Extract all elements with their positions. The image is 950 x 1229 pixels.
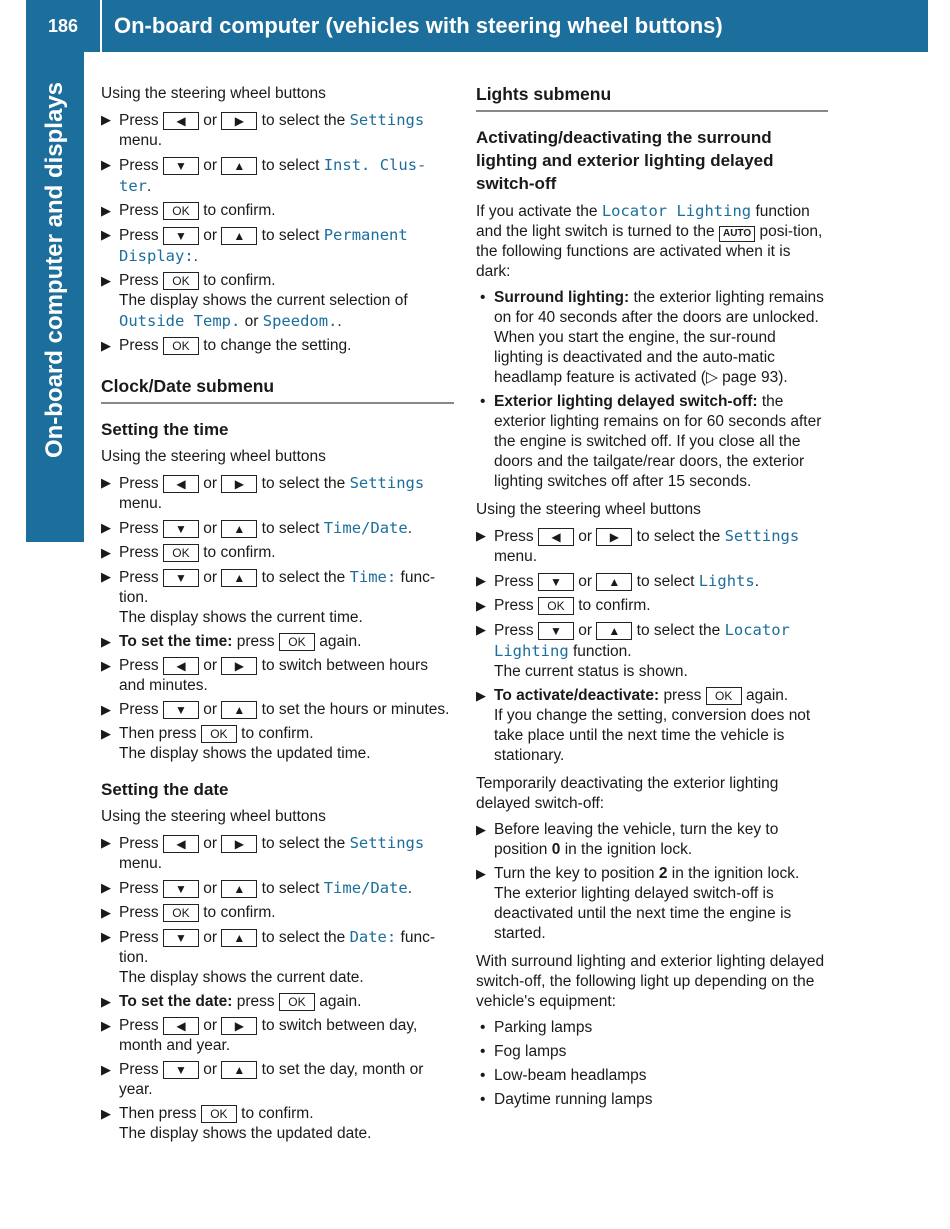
subsection-heading: Activating/deactivating the surround lighting and exterior lighting delayed switch-off [476, 128, 774, 193]
left-key: ◀ [163, 657, 199, 675]
list-item: • Exterior lighting delayed switch-off: the exterior lighting remains on for 60 seconds after the engine is switched off. If you close all the doors and the tailgate/rear doors, the exterior lighting switches off after 15 seconds. [480, 393, 822, 490]
step-arrow-icon: ▶ [101, 338, 111, 353]
menu-code: Permanent Display: [119, 226, 408, 265]
step: ▶ Press ◀ or ▶ to switch between day, month and year. [101, 1017, 418, 1054]
menu-code: Outside Temp. [119, 312, 241, 330]
step-arrow-icon: ▶ [476, 622, 486, 637]
step-arrow-icon: ▶ [101, 658, 111, 673]
lights-steps [476, 526, 828, 766]
step-arrow-icon: ▶ [101, 203, 111, 218]
menu-code: Settings [349, 834, 425, 852]
step-arrow-icon: ▶ [101, 1018, 111, 1033]
step-arrow-icon: ▶ [476, 688, 486, 703]
step: ▶ Press OK to change the setting. [101, 337, 352, 354]
step-arrow-icon: ▶ [101, 273, 111, 288]
right-key: ▶ [596, 528, 632, 546]
menu-code: Time/Date [323, 879, 408, 897]
step: ▶ Press ▼ or ▲ to set the hours or minutes. [101, 701, 450, 718]
down-key: ▼ [163, 227, 199, 245]
step-arrow-icon: ▶ [101, 1106, 111, 1121]
menu-code: Settings [349, 111, 425, 129]
step: ▶ Press OK to confirm. [101, 544, 276, 561]
step: ▶ Press ▼ or ▲ to select Time/Date. [101, 519, 413, 537]
list-item: • Fog lamps [480, 1043, 567, 1060]
menu-code: Settings [349, 474, 425, 492]
ok-key: OK [163, 904, 199, 922]
step-arrow-icon: ▶ [476, 528, 486, 543]
down-key: ▼ [163, 1061, 199, 1079]
up-key: ▲ [221, 157, 257, 175]
chapter-tab-label-wrap [26, 52, 84, 488]
step: ▶ Then press OK to confirm. The display shows the updated date. [101, 1105, 372, 1142]
step-arrow-icon: ▶ [101, 157, 111, 172]
step: ▶ To activate/deactivate: press OK again. If you change the setting, conversion does not take place until the next time the vehicle is stationary. [476, 687, 811, 764]
subsection-heading: Setting the time [101, 420, 229, 439]
step: ▶ Press OK to confirm. [101, 904, 276, 921]
step: ▶ Press ▼ or ▲ to set the day, month or year. [101, 1061, 424, 1098]
step-arrow-icon: ▶ [101, 475, 111, 490]
up-key: ▲ [221, 569, 257, 587]
step: ▶ Turn the key to position 2 in the ignition lock. The exterior lighting delayed switch-off is deactivated until the next time the engine is started. [476, 865, 800, 942]
step: ▶ Press OK to confirm. The display shows the current selection of Outside Temp. or Speedom.. [101, 272, 408, 330]
left-key: ◀ [163, 475, 199, 493]
menu-code: Locator Lighting [601, 202, 752, 220]
down-key: ▼ [163, 701, 199, 719]
step: ▶ Press OK to confirm. [476, 597, 651, 614]
page-title: On-board computer (vehicles with steering wheel buttons) [114, 13, 723, 38]
down-key: ▼ [538, 622, 574, 640]
step-arrow-icon: ▶ [101, 545, 111, 560]
step: ▶ Press ▼ or ▲ to select Permanent Display:. [101, 226, 408, 265]
up-key: ▲ [221, 227, 257, 245]
menu-code: Date: [349, 928, 397, 946]
settings-steps [101, 110, 454, 356]
list-item: • Surround lighting: the exterior lighting remains on for 40 seconds after the doors are unlocked. When you start the engine, the sur-round lighting is deactivated and the auto-matic headlamp feature is activated (▷ page 93). [480, 289, 824, 386]
step: ▶ Press ◀ or ▶ to select the Settings menu. [101, 111, 425, 149]
right-key: ▶ [221, 1017, 257, 1035]
menu-code: Locator Lighting [494, 621, 790, 660]
step-arrow-icon: ▶ [101, 835, 111, 850]
step-arrow-icon: ▶ [476, 822, 486, 837]
function-list [476, 288, 828, 492]
step-arrow-icon: ▶ [101, 112, 111, 127]
step: ▶ Press ◀ or ▶ to switch between hours and minutes. [101, 657, 428, 694]
list-item: • Daytime running lamps [480, 1091, 653, 1108]
step: ▶ Press ◀ or ▶ to select the Settings menu. [101, 834, 425, 872]
up-key: ▲ [221, 880, 257, 898]
intro-text: Using the steering wheel buttons [476, 501, 701, 518]
step-arrow-icon: ▶ [101, 569, 111, 584]
step-arrow-icon: ▶ [476, 866, 486, 881]
down-key: ▼ [538, 573, 574, 591]
page-number: 186 [47, 15, 79, 36]
subsection-heading: Setting the date [101, 780, 229, 799]
ok-key: OK [201, 725, 237, 743]
ok-key: OK [163, 272, 199, 290]
left-key: ◀ [163, 1017, 199, 1035]
ignition-steps [476, 820, 828, 944]
left-key: ◀ [163, 112, 199, 130]
step: ▶ Press ▼ or ▲ to select Inst. Clus-ter. [101, 156, 427, 195]
ok-key: OK [706, 687, 742, 705]
ok-key: OK [163, 544, 199, 562]
step-arrow-icon: ▶ [101, 702, 111, 717]
down-key: ▼ [163, 880, 199, 898]
down-key: ▼ [163, 929, 199, 947]
ok-key: OK [538, 597, 574, 615]
right-key: ▶ [221, 112, 257, 130]
step-arrow-icon: ▶ [101, 880, 111, 895]
left-column [101, 84, 454, 1152]
chapter-tab-label: On-board computer and displays [41, 81, 68, 459]
step-arrow-icon: ▶ [101, 227, 111, 242]
right-key: ▶ [221, 835, 257, 853]
step: ▶ To set the date: press OK again. [101, 993, 362, 1010]
down-key: ▼ [163, 520, 199, 538]
step-arrow-icon: ▶ [476, 598, 486, 613]
menu-code: Lights [698, 572, 755, 590]
up-key: ▲ [221, 929, 257, 947]
step: ▶ Press ▼ or ▲ to select Time/Date. [101, 879, 413, 897]
ok-key: OK [279, 993, 315, 1011]
step: ▶ Press ▼ or ▲ to select the Date: func-tion. The display shows the current date. [101, 928, 436, 986]
right-column [476, 84, 828, 1118]
ok-key: OK [163, 202, 199, 220]
step: ▶ Press OK to confirm. [101, 202, 276, 219]
time-steps [101, 473, 454, 764]
up-key: ▲ [596, 573, 632, 591]
date-steps [101, 833, 454, 1144]
step-arrow-icon: ▶ [101, 634, 111, 649]
step-arrow-icon: ▶ [101, 905, 111, 920]
step: ▶ Press ◀ or ▶ to select the Settings menu. [101, 474, 425, 512]
step-arrow-icon: ▶ [101, 994, 111, 1009]
paragraph: Temporarily deactivating the exterior lighting delayed switch-off: [476, 775, 779, 812]
down-key: ▼ [163, 157, 199, 175]
paragraph: If you activate the Locator Lighting function and the light switch is turned to the AUTO posi-tion, the following functions are activated when it is dark: [476, 202, 823, 280]
list-item: • Parking lamps [480, 1019, 593, 1036]
down-key: ▼ [163, 569, 199, 587]
step: ▶ Press ▼ or ▲ to select Lights. [476, 572, 760, 590]
ok-key: OK [201, 1105, 237, 1123]
up-key: ▲ [221, 701, 257, 719]
up-key: ▲ [221, 520, 257, 538]
lamps-list [476, 1018, 828, 1110]
intro-text: Using the steering wheel buttons [101, 448, 326, 465]
page-header [26, 0, 928, 52]
step: ▶ To set the time: press OK again. [101, 633, 362, 650]
step: ▶ Then press OK to confirm. The display shows the updated time. [101, 725, 371, 762]
step: ▶ Before leaving the vehicle, turn the key to position 0 in the ignition lock. [476, 821, 779, 858]
menu-code: Speedom. [262, 312, 338, 330]
menu-code: Settings [724, 527, 800, 545]
menu-code: Time/Date [323, 519, 408, 537]
section-heading: Lights submenu [476, 84, 828, 112]
step-arrow-icon: ▶ [476, 573, 486, 588]
up-key: ▲ [596, 622, 632, 640]
auto-switch-icon: AUTO [719, 226, 755, 242]
right-key: ▶ [221, 657, 257, 675]
intro-text: Using the steering wheel buttons [101, 85, 326, 102]
step-arrow-icon: ▶ [101, 726, 111, 741]
left-key: ◀ [163, 835, 199, 853]
up-key: ▲ [221, 1061, 257, 1079]
paragraph: With surround lighting and exterior lighting delayed switch-off, the following light up depending on the vehicle's equipment: [476, 953, 825, 1010]
right-key: ▶ [221, 475, 257, 493]
ok-key: OK [279, 633, 315, 651]
menu-code: Time: [349, 568, 397, 586]
step: ▶ Press ◀ or ▶ to select the Settings menu. [476, 527, 800, 565]
ok-key: OK [163, 337, 199, 355]
step-arrow-icon: ▶ [101, 520, 111, 535]
step: ▶ Press ▼ or ▲ to select the Time: func-tion. The display shows the current time. [101, 568, 436, 626]
step-arrow-icon: ▶ [101, 929, 111, 944]
section-heading: Clock/Date submenu [101, 376, 454, 404]
step: ▶ Press ▼ or ▲ to select the Locator Lighting function. The current status is shown. [476, 621, 790, 680]
intro-text: Using the steering wheel buttons [101, 808, 326, 825]
list-item: • Low-beam headlamps [480, 1067, 647, 1084]
step-arrow-icon: ▶ [101, 1062, 111, 1077]
left-key: ◀ [538, 528, 574, 546]
menu-code: Inst. Clus-ter [119, 156, 427, 195]
